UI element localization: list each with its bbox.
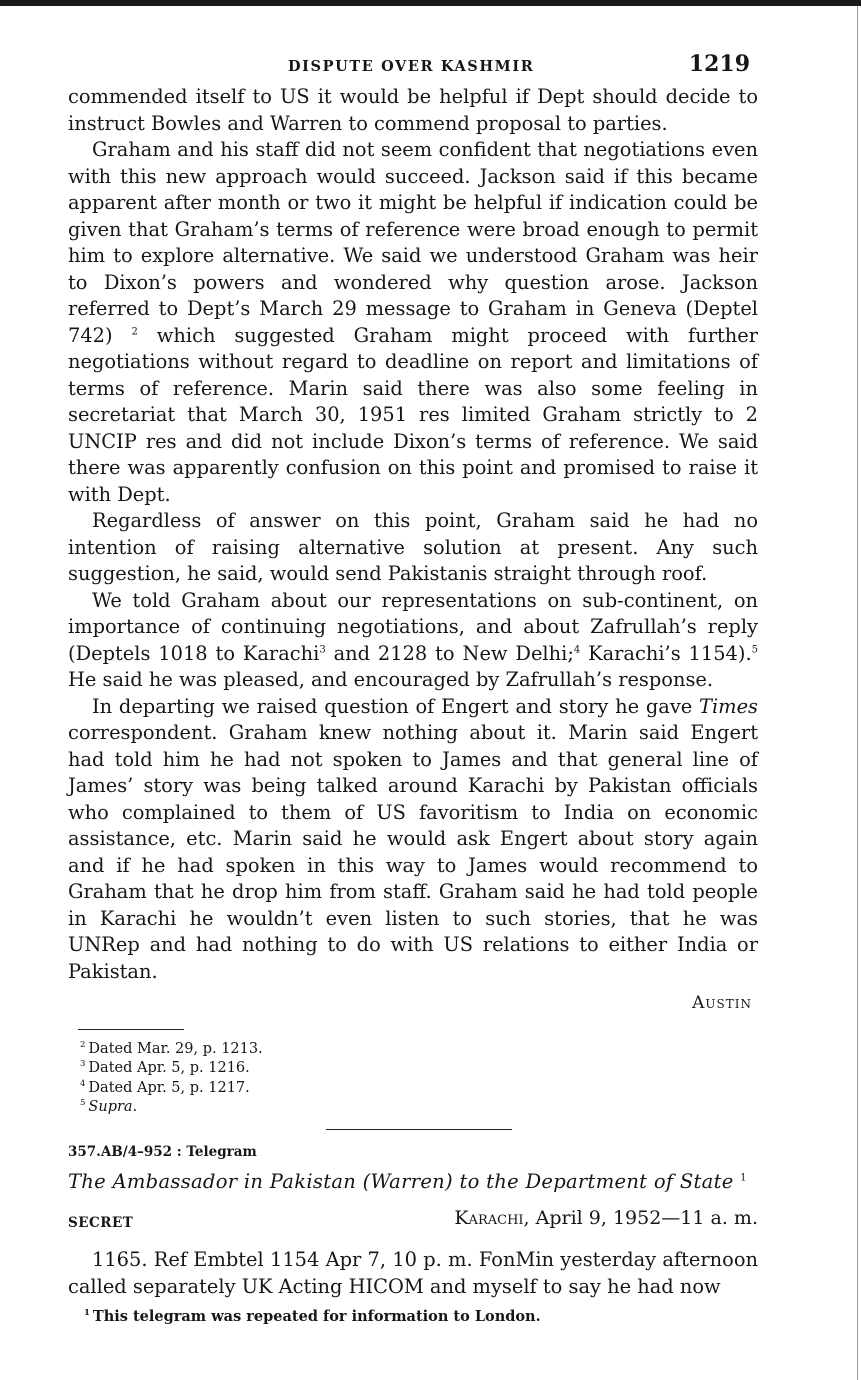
running-head-title: DISPUTE OVER KASHMIR (288, 58, 535, 75)
paragraph-1: commended itself to US it would be helpful if Dept should decide to instruct Bowles and Warren to commend proposal to parties. (68, 85, 758, 135)
footnote-3: $^3$ Dated Apr. 5, p. 1216. (80, 1059, 250, 1077)
signature: Austin (692, 993, 752, 1013)
paragraph-5: In departing we raised question of Engert and story he gave Times correspondent. Graham knew nothing about it. Marin said Engert had told him he had not spoken to James and that general line of James’ story was being talked around Karachi by Pakistan officials who complained to them of US favoritism to India on economic assistance, etc. Marin said he would ask Engert about story again and if he had spoken in this way to James would recommend to Graham that he drop him from staff. Graham said he had told people in Karachi he wouldn’t even listen to such stories, that he was UNRep and had nothing to do with US relations to either India or Pakistan. (68, 694, 758, 983)
page-right-edge (857, 6, 858, 1380)
telegram-text: 1165. Ref Embtel 1154 Apr 7, 10 p. m. FonMin yesterday afternoon called separately UK Acting HICOM and myself to say he had now (68, 1248, 758, 1298)
body-text (68, 84, 758, 985)
paragraph-2: Graham and his staff did not seem confident that negotiations even with this new approach would succeed. Jackson said if this became apparent after month or two it might be helpful if indication could be given that Graham’s terms of reference were broad enough to permit him to explore alternative. We said we understood Graham was heir to Dixon’s powers and wondered why question arose. Jackson referred to Dept’s March 29 message to Graham in Geneva (Deptel 742) $^2$ which suggested Graham might proceed with further negotiations without regard to deadline on report and limitations of terms of reference. Marin said there was also some feeling in secretariat that March 30, 1951 res limited Graham strictly to 2 UNCIP res and did not include Dixon’s terms of reference. We said there was apparently confusion on this point and promised to raise it with Dept. (68, 138, 758, 506)
footnote-ref-2: 2 (131, 326, 138, 338)
telegram-body (68, 1247, 758, 1300)
paragraph-4: We told Graham about our representations on sub-continent, on importance of continuing negotiations, and about Zafrullah’s reply (Deptels 1018 to Karachi$^3$ and 2128 to New Delhi;$^4$ Karachi’s 1154).$^5$ He said he was pleased, and encouraged by Zafrullah’s response. (68, 588, 758, 691)
page-top-border (0, 0, 861, 6)
footnote-rule (78, 1029, 184, 1030)
footnote-ref-4: 4 (573, 644, 581, 656)
footnote-1: $^1$ This telegram was repeated for information to London. (84, 1308, 541, 1326)
page-number: 1219 (688, 51, 750, 77)
file-reference: 357.AB/4–952 : Telegram (68, 1144, 257, 1161)
title-footnote-ref: 1 (740, 1172, 747, 1184)
paragraph-3: Regardless of answer on this point, Graham said he had no intention of raising alternative solution at present. Any such suggestion, he said, would send Pakistanis straight through roof. (68, 509, 758, 585)
footnote-ref-5: 5 (751, 644, 758, 656)
footnote-ref-3: 3 (319, 644, 326, 656)
footnote-4: $^4$ Dated Apr. 5, p. 1217. (80, 1078, 250, 1096)
section-divider (326, 1129, 512, 1130)
document-title: The Ambassador in Pakistan (Warren) to the Department of State $^1$ (68, 1170, 747, 1194)
running-head (68, 48, 758, 84)
classification: SECRET (68, 1215, 134, 1232)
dateline-row (68, 1207, 758, 1237)
dateline: Karachi, April 9, 1952—11 a. m. (454, 1207, 758, 1230)
document-page (68, 48, 758, 1325)
footnote-2: $^2$ Dated Mar. 29, p. 1213. (80, 1040, 263, 1057)
footnote-5: $^5$ Supra. (80, 1097, 138, 1115)
